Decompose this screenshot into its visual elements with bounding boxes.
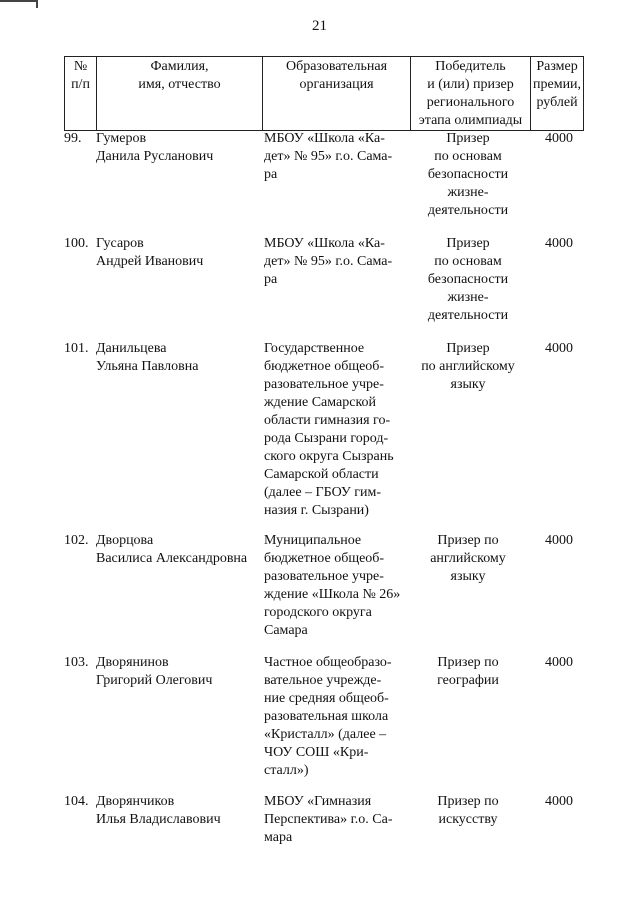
organization: Муниципальное бюджетное общеоб- разовательное учре- ждение «Школа № 26» городского округа Самара — [264, 533, 401, 638]
olympiad-result: Призер по основам безопасности жизне- деятельности — [427, 236, 509, 323]
header-name: Фамилия, имя, отчество — [97, 57, 263, 131]
student-name: Дворянчиков Илья Владиславович — [96, 794, 221, 827]
olympiad-result: Призер по основам безопасности жизне- деятельности — [427, 131, 509, 218]
olympiad-result: Призер по искусству — [437, 794, 499, 827]
scan-corner-mark-vertical — [36, 0, 38, 8]
prize-amount: 4000 — [545, 655, 573, 670]
organization: МБОУ «Гимназия Перспектива» г.о. Са- мара — [264, 794, 393, 845]
organization: Частное общеобразо- вательное учрежде- ние средняя общеоб- разовательная школа «Кристалл» (далее – ЧОУ СОШ «Кри- сталл») — [264, 655, 392, 778]
header-result: Победитель и (или) призер регионального этапа олимпиады — [411, 57, 531, 131]
olympiad-result: Призер по географии — [437, 655, 499, 688]
organization: Государственное бюджетное общеоб- разовательное учре- ждение Самарской области гимназия го- рода Сызрани город- ского округа Сызрань Самарской области (далее – ГБОУ гим- назия г. Сызрани) — [264, 341, 394, 518]
row-number: 104. — [64, 794, 89, 809]
row-number: 99. — [64, 131, 82, 146]
page-number: 21 — [312, 18, 327, 34]
row-number: 100. — [64, 236, 89, 251]
student-name: Данильцева Ульяна Павловна — [96, 341, 199, 374]
table-header — [64, 56, 584, 131]
prize-amount: 4000 — [545, 236, 573, 251]
organization: МБОУ «Школа «Ка- дет» № 95» г.о. Сама- ра — [264, 236, 393, 287]
scan-corner-mark — [0, 0, 36, 2]
header-org: Образовательная организация — [263, 57, 411, 131]
header-num: № п/п — [65, 57, 97, 131]
organization: МБОУ «Школа «Ка- дет» № 95» г.о. Сама- ра — [264, 131, 393, 182]
olympiad-result: Призер по английскому языку — [430, 533, 506, 584]
prize-amount: 4000 — [545, 341, 573, 356]
olympiad-result: Призер по английскому языку — [421, 341, 515, 392]
row-number: 103. — [64, 655, 89, 670]
prize-amount: 4000 — [545, 533, 573, 548]
row-number: 102. — [64, 533, 89, 548]
student-name: Дворцова Василиса Александровна — [96, 533, 248, 566]
row-number: 101. — [64, 341, 89, 356]
prize-amount: 4000 — [545, 794, 573, 809]
prize-amount: 4000 — [545, 131, 573, 146]
student-name: Гумеров Данила Русланович — [96, 131, 214, 164]
header-prize: Размер премии, рублей — [531, 57, 584, 131]
student-name: Дворянинов Григорий Олегович — [96, 655, 213, 688]
student-name: Гусаров Андрей Иванович — [96, 236, 204, 269]
